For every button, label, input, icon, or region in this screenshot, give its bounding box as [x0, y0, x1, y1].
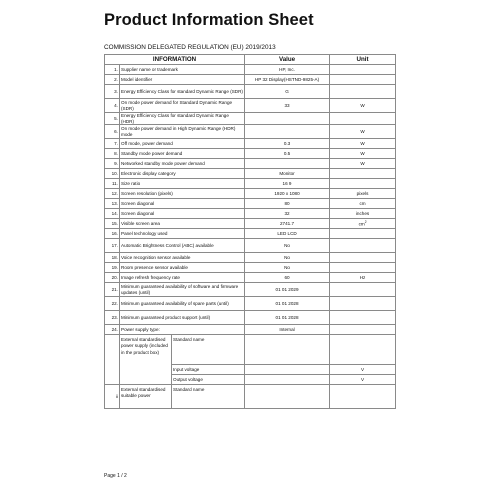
ext-supply-label: External standardised power supply (included in the product box)	[120, 335, 172, 385]
row-label: Power supply type:	[120, 325, 245, 335]
row-unit-text: cm	[358, 221, 365, 227]
output-voltage-unit: V	[330, 375, 396, 385]
row-value: No	[245, 253, 330, 263]
table-row	[105, 179, 396, 189]
input-voltage-value	[245, 365, 330, 375]
page-footer: Page 1 / 2	[104, 473, 127, 479]
row-number: 6.	[105, 125, 120, 139]
table-row	[105, 253, 396, 263]
row-label: Model identifier	[120, 75, 245, 85]
row-number: 24.	[105, 325, 120, 335]
row-unit-text: inches	[355, 211, 370, 217]
row-unit	[330, 199, 396, 209]
regulation-subtitle: COMMISSION DELEGATED REGULATION (EU) 2019/2013	[104, 44, 276, 51]
row-value: 60	[245, 273, 330, 283]
row-label: Room presence sensor available	[120, 263, 245, 273]
table-row	[105, 149, 396, 159]
row-label: Energy Efficiency Class for standard Dynamic Range (SDR)	[120, 85, 245, 99]
row-label: Supplier name or trademark	[120, 65, 245, 75]
row-label: Size ratio	[120, 179, 245, 189]
table-row	[105, 65, 396, 75]
row-unit-superscript: 2	[364, 220, 367, 225]
table-row	[105, 283, 396, 297]
row-label: Image refresh frequency rate	[120, 273, 245, 283]
row-number: 10.	[105, 169, 120, 179]
row-label: Screen diagonal	[120, 199, 245, 209]
row-unit-text: W	[360, 129, 365, 135]
row-value: HP 32 Display(HSTND-9825-A)	[245, 75, 330, 85]
row-value: Monitor	[245, 169, 330, 179]
table-row	[105, 335, 396, 365]
row-label: On mode power demand for Standard Dynamic Range (SDR)	[120, 99, 245, 113]
row-value: 1920 x 1080	[245, 189, 330, 199]
row-label: Automatic Brightness Control (ABC) available	[120, 239, 245, 253]
row-unit	[330, 283, 396, 297]
row-number: 22.	[105, 297, 120, 311]
row-unit	[330, 169, 396, 179]
row-number: 21.	[105, 283, 120, 297]
row-number	[105, 335, 120, 385]
row-label: Screen resolution (pixels)	[120, 189, 245, 199]
row-number: 19.	[105, 263, 120, 273]
row-unit	[330, 159, 396, 169]
table-row	[105, 159, 396, 169]
row-value: 80	[245, 199, 330, 209]
row-label: Standby mode power demand	[120, 149, 245, 159]
row-label: Networked standby mode power demand	[120, 159, 245, 169]
input-voltage-label: Input voltage	[172, 365, 245, 375]
table-row	[105, 113, 396, 125]
input-voltage-unit: V	[330, 365, 396, 375]
standard-name-label: Standard name	[172, 385, 245, 409]
row-unit-text: W	[360, 151, 365, 157]
row-number: 2.	[105, 75, 120, 85]
row-number: 8.	[105, 149, 120, 159]
row-number: 18.	[105, 253, 120, 263]
row-value: G	[245, 85, 330, 99]
row-value	[245, 125, 330, 139]
row-unit	[330, 209, 396, 219]
table-row	[105, 325, 396, 335]
row-number: 16.	[105, 229, 120, 239]
standard-name-unit	[330, 335, 396, 365]
row-number: 4.	[105, 99, 120, 113]
row-value: No	[245, 239, 330, 253]
row-value: No	[245, 263, 330, 273]
row-number: 20.	[105, 273, 120, 283]
table-row	[105, 99, 396, 113]
table-row	[105, 219, 396, 229]
table-row	[105, 263, 396, 273]
row-value: 01 01 2028	[245, 297, 330, 311]
row-number: 17.	[105, 239, 120, 253]
output-voltage-value	[245, 375, 330, 385]
row-unit	[330, 125, 396, 139]
row-label: Minimum guaranteed availability of software and firmware updates (until)	[120, 283, 245, 297]
row-unit	[330, 229, 396, 239]
standard-name-label: Standard name	[172, 335, 245, 365]
row-unit-text: pixels	[356, 191, 369, 197]
row-number: 15.	[105, 219, 120, 229]
row-value: 2741.7	[245, 219, 330, 229]
table-row	[105, 139, 396, 149]
table-row	[105, 85, 396, 99]
row-value: 16 9	[245, 179, 330, 189]
page-title: Product Information Sheet	[104, 11, 314, 29]
table-row	[105, 125, 396, 139]
row-unit	[330, 311, 396, 325]
row-value: LED LCD	[245, 229, 330, 239]
row-label: On mode power demand in High Dynamic Range (HDR) mode	[120, 125, 245, 139]
row-value: 01 01 2028	[245, 311, 330, 325]
row-number: 3.	[105, 85, 120, 99]
row-unit	[330, 239, 396, 253]
row-label: Energy Efficiency Class for standard Dynamic Range (HDR)	[120, 113, 245, 125]
row-unit	[330, 85, 396, 99]
row-value: 0.5	[245, 149, 330, 159]
row-unit	[330, 65, 396, 75]
row-number: 11.	[105, 179, 120, 189]
row-number: 14.	[105, 209, 120, 219]
row-unit-text: Hz	[359, 275, 366, 281]
row-unit	[330, 149, 396, 159]
table-row	[105, 199, 396, 209]
ext-suitable-label: External standardised suitable power	[120, 385, 172, 409]
row-unit-text: W	[360, 141, 365, 147]
table-row	[105, 239, 396, 253]
table-row	[105, 75, 396, 85]
row-unit	[330, 253, 396, 263]
row-unit	[330, 113, 396, 125]
row-unit-text: W	[360, 161, 365, 167]
standard-name-unit	[330, 385, 396, 409]
header-information: INFORMATION	[105, 55, 245, 65]
row-unit	[330, 189, 396, 199]
row-unit	[330, 75, 396, 85]
standard-name-value	[245, 385, 330, 409]
row-number: 13.	[105, 199, 120, 209]
row-value: HP, Inc.	[245, 65, 330, 75]
row-unit	[330, 99, 396, 113]
row-unit	[330, 139, 396, 149]
information-table	[104, 54, 396, 409]
row-unit	[330, 263, 396, 273]
product-information-sheet	[104, 11, 395, 489]
row-number: ii	[105, 385, 120, 409]
row-label: Screen diagonal	[120, 209, 245, 219]
table-row	[105, 169, 396, 179]
table-row	[105, 189, 396, 199]
output-voltage-label: Output voltage	[172, 375, 245, 385]
row-value: 01 01 2029	[245, 283, 330, 297]
row-label: Minimum guaranteed availability of spare parts (until)	[120, 297, 245, 311]
row-number: 9.	[105, 159, 120, 169]
table-row	[105, 385, 396, 409]
row-value: Internal	[245, 325, 330, 335]
header-value: Value	[245, 55, 330, 65]
row-value: 0.3	[245, 139, 330, 149]
header-unit: Unit	[330, 55, 396, 65]
row-unit	[330, 179, 396, 189]
row-number: 12.	[105, 189, 120, 199]
row-unit	[330, 297, 396, 311]
row-label: Visible screen area	[120, 219, 245, 229]
row-value	[245, 159, 330, 169]
table-header-row	[105, 55, 396, 65]
row-number: 23.	[105, 311, 120, 325]
row-label: Voice recognition sensor available	[120, 253, 245, 263]
row-value: 32	[245, 209, 330, 219]
row-value	[245, 113, 330, 125]
row-unit	[330, 273, 396, 283]
row-number: 1.	[105, 65, 120, 75]
row-number: 7.	[105, 139, 120, 149]
row-value: 33	[245, 99, 330, 113]
table-row	[105, 229, 396, 239]
row-unit	[330, 219, 396, 229]
row-unit-text: cm	[359, 201, 366, 207]
row-label: Minimum guaranteed product support (until)	[120, 311, 245, 325]
row-label: Panel technology used	[120, 229, 245, 239]
table-row	[105, 273, 396, 283]
table-body	[105, 65, 396, 409]
row-label: Electronic display category	[120, 169, 245, 179]
row-unit	[330, 325, 396, 335]
standard-name-value	[245, 335, 330, 365]
table-row	[105, 311, 396, 325]
row-number: 5.	[105, 113, 120, 125]
table-row	[105, 297, 396, 311]
row-label: Off mode, power demand	[120, 139, 245, 149]
row-unit-text: W	[360, 103, 365, 108]
table-row	[105, 209, 396, 219]
